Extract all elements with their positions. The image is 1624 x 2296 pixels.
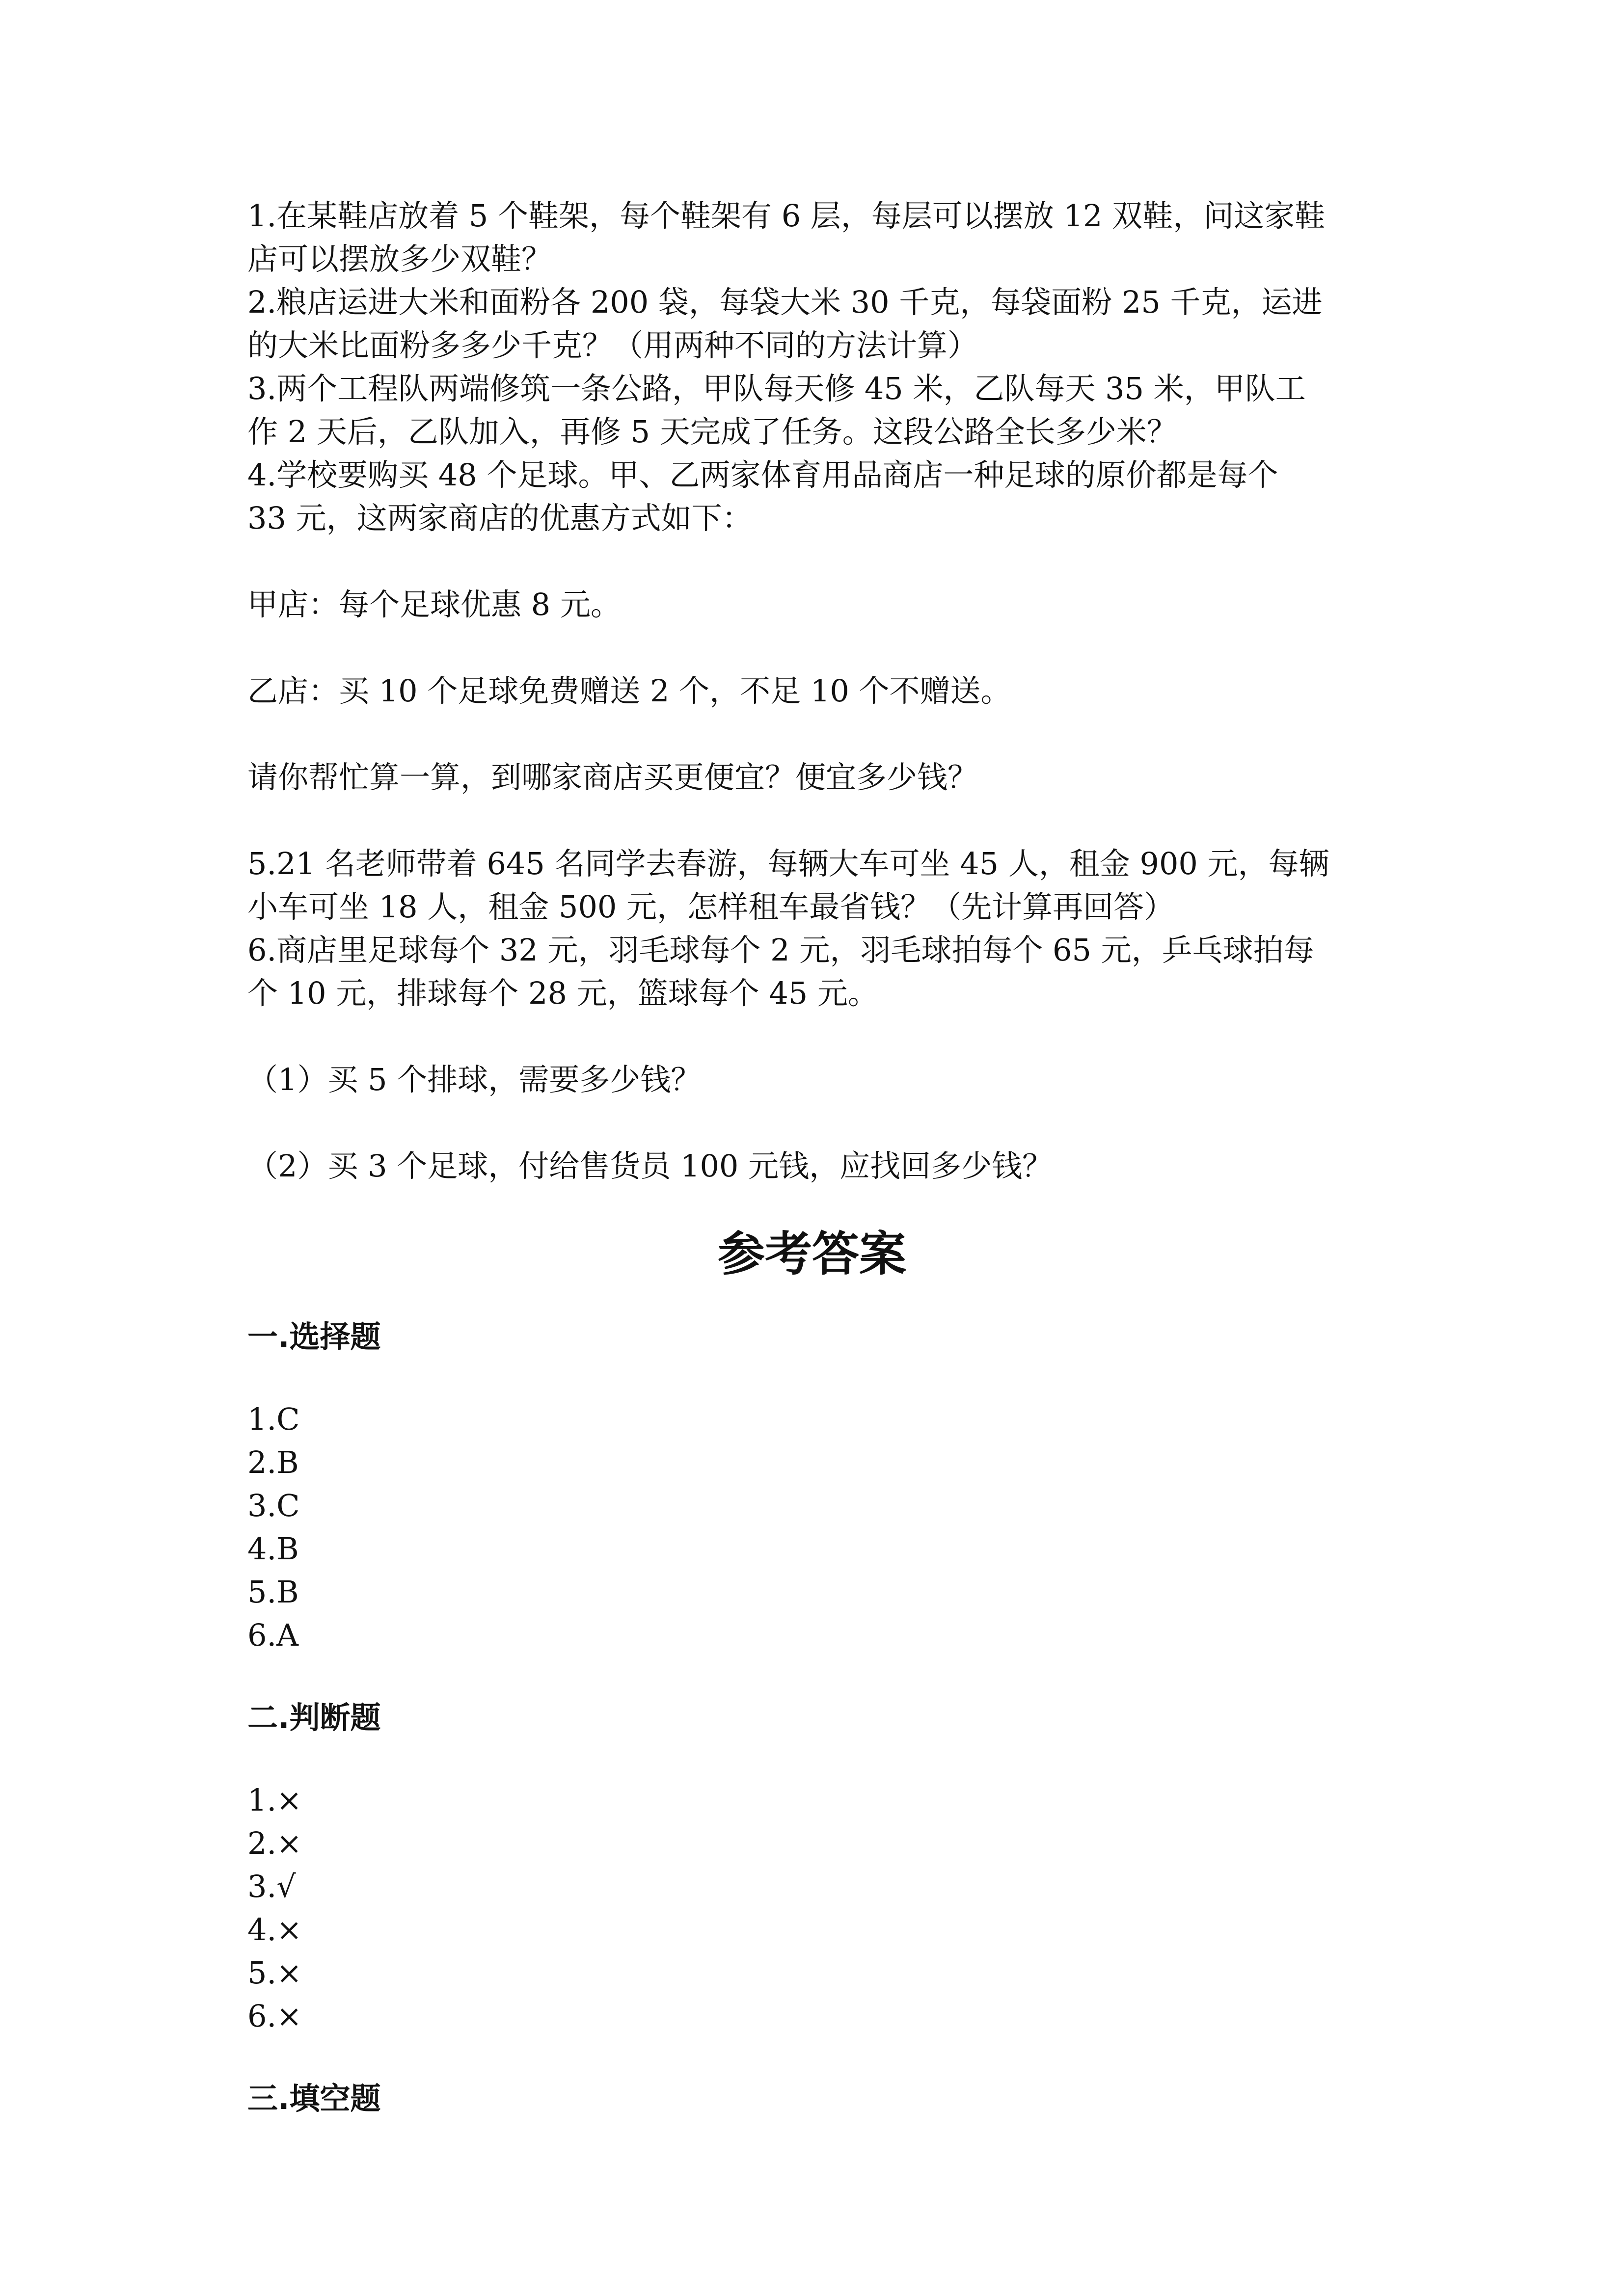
document-content	[247, 194, 1377, 2120]
spacer	[247, 626, 1377, 669]
section-1-answer: 6.A	[247, 1617, 298, 1653]
section-2-answer: 3.√	[247, 1869, 296, 1904]
answers-title: 参考答案	[718, 1226, 906, 1281]
section-1-answer: 5.B	[247, 1574, 299, 1610]
question-6-line-2: 个 10 元，排球每个 28 元，篮球每个 45 元。	[247, 975, 878, 1011]
spacer	[247, 1359, 1377, 1398]
section-2-answer: 5.×	[247, 1955, 302, 1991]
question-2-line-1: 2.粮店运进大米和面粉各 200 袋，每袋大米 30 千克，每袋面粉 25 千克，运进	[247, 284, 1323, 320]
question-2-line-2: 的大米比面粉多多少千克？（用两种不同的方法计算）	[247, 327, 978, 363]
section-1-answer: 3.C	[247, 1488, 300, 1523]
question-3-line-1: 3.两个工程队两端修筑一条公路，甲队每天修 45 米，乙队每天 35 米，甲队工	[247, 371, 1306, 406]
section-3-heading: 三.填空题	[247, 2081, 381, 2116]
spacer	[247, 713, 1377, 756]
spacer	[247, 1015, 1377, 1058]
section-2-heading: 二.判断题	[247, 1700, 381, 1735]
section-1-heading: 一.选择题	[247, 1319, 381, 1355]
question-6-sub-1: （1）买 5 个排球，需要多少钱？	[247, 1062, 702, 1097]
question-5-line-1: 5.21 名老师带着 645 名同学去春游，每辆大车可坐 45 人，租金 900 元，每辆	[247, 846, 1329, 881]
spacer	[247, 1739, 1377, 1779]
spacer	[247, 799, 1377, 842]
question-4-ask: 请你帮忙算一算，到哪家商店买更便宜？便宜多少钱？	[247, 759, 978, 795]
question-5-line-2: 小车可坐 18 人，租金 500 元，怎样租车最省钱？（先计算再回答）	[247, 889, 1175, 925]
question-4-line-2: 33 元，这两家商店的优惠方式如下：	[247, 500, 753, 536]
section-2-answer: 2.×	[247, 1825, 302, 1861]
section-2-answer: 1.×	[247, 1782, 302, 1818]
question-6-sub-2: （2）买 3 个足球，付给售货员 100 元钱，应找回多少钱？	[247, 1148, 1053, 1184]
spacer	[247, 1101, 1377, 1145]
spacer	[247, 540, 1377, 583]
question-4-shop-a: 甲店：每个足球优惠 8 元。	[247, 587, 621, 622]
section-2-answer: 4.×	[247, 1912, 302, 1948]
question-4-line-1: 4.学校要购买 48 个足球。甲、乙两家体育用品商店一种足球的原价都是每个	[247, 457, 1278, 493]
question-1-line-1: 1.在某鞋店放着 5 个鞋架，每个鞋架有 6 层，每层可以摆放 12 双鞋，问这家鞋	[247, 198, 1326, 234]
question-4-shop-b: 乙店：买 10 个足球免费赠送 2 个，不足 10 个不赠送。	[247, 673, 1011, 709]
question-3-line-2: 作 2 天后，乙队加入，再修 5 天完成了任务。这段公路全长多少米？	[247, 414, 1177, 450]
section-1-answer: 1.C	[247, 1401, 300, 1437]
section-1-answer: 4.B	[247, 1531, 299, 1567]
spacer	[247, 1657, 1377, 1696]
question-1-line-2: 店可以摆放多少双鞋？	[247, 241, 552, 277]
section-1-answer: 2.B	[247, 1444, 299, 1480]
question-6-line-1: 6.商店里足球每个 32 元，羽毛球每个 2 元，羽毛球拍每个 65 元，乒乓球拍每	[247, 932, 1314, 968]
section-2-answer: 6.×	[247, 1998, 302, 2034]
spacer	[247, 2038, 1377, 2077]
